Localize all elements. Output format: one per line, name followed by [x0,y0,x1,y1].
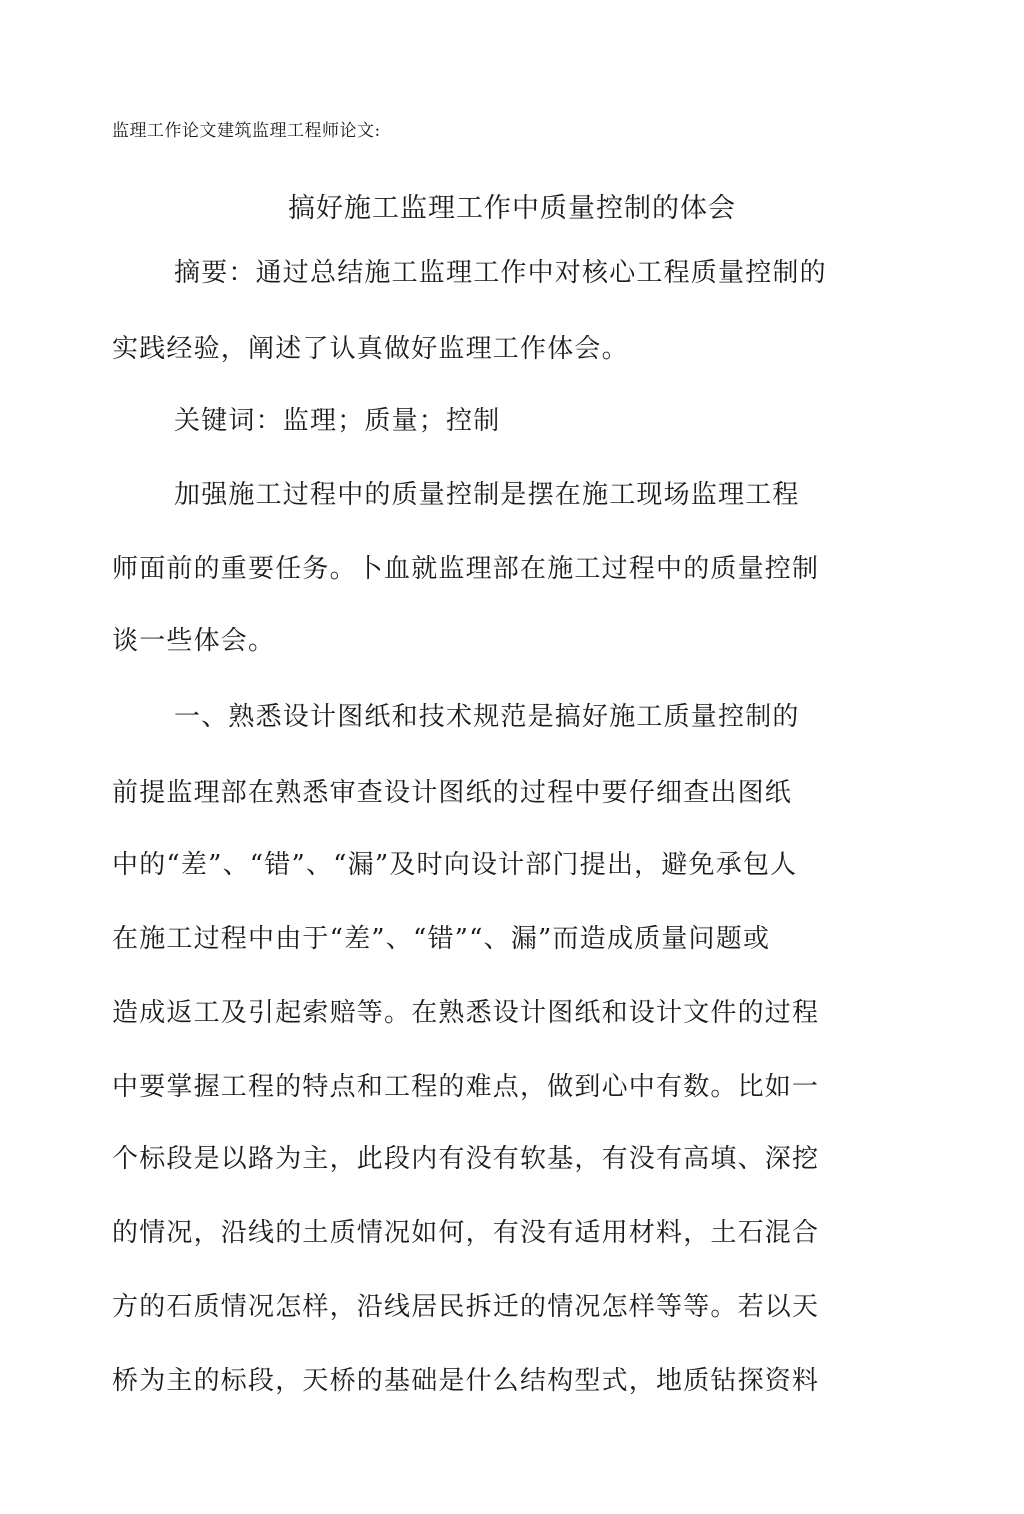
paragraph-line: 造成返工及引起索赔等。在熟悉设计图纸和设计文件的过程 [112,998,820,1028]
paragraph-line: 前提监理部在熟悉审查设计图纸的过程中要仔细查出图纸 [112,778,793,808]
paragraph-line: 师面前的重要任务。卜血就监理部在施工过程中的质量控制 [112,554,820,584]
article-title: 搞好施工监理工作中质量控制的体会 [288,193,736,224]
keywords-line: 关键词：监理；质量；控制 [174,406,501,436]
paragraph-line: 谈一些体会。 [112,626,276,656]
paragraph-line: 个标段是以路为主，此段内有没有软基，有没有高填、深挖 [112,1144,820,1174]
paragraph-line: 中的“差”、“错”、“漏”及时向设计部门提出，避免承包人 [112,850,798,880]
paragraph-line: 的情况，沿线的土质情况如何，有没有适用材料，土石混合 [112,1218,820,1248]
paragraph-line: 桥为主的标段，天桥的基础是什么结构型式，地质钻探资料 [112,1366,820,1396]
paragraph-line: 在施工过程中由于“差”、“错”“、漏”而造成质量问题或 [112,924,771,954]
paragraph-line: 方的石质情况怎样，沿线居民拆迁的情况怎样等等。若以天 [112,1292,820,1322]
category-line: 监理工作论文建筑监理工程师论文: [112,121,381,141]
abstract-line-2: 实践经验，阐述了认真做好监理工作体会。 [112,334,629,364]
abstract-line-1: 摘要：通过总结施工监理工作中对核心工程质量控制的 [174,258,827,288]
paragraph-line: 中要掌握工程的特点和工程的难点，做到心中有数。比如一 [112,1072,820,1102]
paragraph-line: 加强施工过程中的质量控制是摆在施工现场监理工程 [174,480,800,510]
section-heading-line: 一、熟悉设计图纸和技术规范是搞好施工质量控制的 [174,702,800,732]
